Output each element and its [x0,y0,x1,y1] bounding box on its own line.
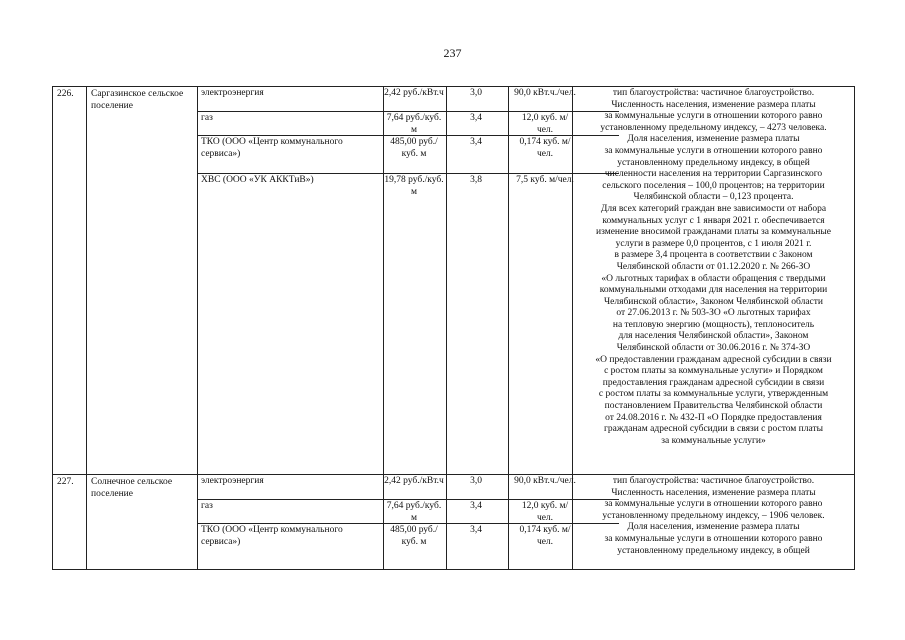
consumption-standard: 12,0 куб. м/чел. [521,501,569,523]
increase-percent: 3,4 [470,113,482,123]
note-line: установленному предельному индексу, в общей [617,545,810,556]
note-line: численности населения на территории Саргазинского [604,169,823,180]
column-divider [86,87,87,474]
note-line: коммунальными отходами для населения на территории [599,285,828,296]
increase-percent: 3,8 [470,175,482,185]
row-number: 226. [57,89,74,99]
note-line: за коммунальные услуги в отношении которого равно [604,499,823,510]
note-line: Доля населения, изменение размера платы [627,134,800,145]
service-row [198,173,619,474]
note-line: установленному предельному индексу, – 4273 человека. [600,122,827,133]
note-line: Челябинской области от 01.12.2020 г. № 266-ЗО [616,261,811,272]
note-line: от 27.06.2013 г. № 503-ЗО «О льготных тарифах [616,308,811,319]
note-line: услуги в размере 0,0 процентов, с 1 июля 2021 г. [615,238,812,249]
service-name: электроэнергия [201,88,264,98]
table-row [53,87,854,475]
note-line: для населения Челябинской области», Законом [618,331,809,342]
service-name: ТКО (ООО «Центр коммунального сервиса») [201,137,343,159]
note-line: тип благоустройства: частичное благоустройство. [612,88,815,98]
service-row [198,475,619,499]
service-name: электроэнергия [201,476,264,486]
service-name: ХВС (ООО «УК АККТиВ») [201,175,314,185]
consumption-standard: 90,0 кВт.ч./чел. [514,476,576,486]
table-row [53,475,854,569]
note-line: за коммунальные услуги в отношении которого равно [604,111,823,122]
note-line: Челябинской области», Законом Челябинской области [603,296,824,307]
tariff-table [52,86,855,570]
note-line: гражданам адресной субсидии в связи с ростом платы [603,424,824,435]
service-row [198,135,619,173]
consumption-standard: 7,5 куб. м/чел. [516,175,574,185]
settlement-name: Саргазинское сельское поселение [91,89,184,111]
page-number: 237 [443,46,462,60]
service-name: ТКО (ООО «Центр коммунального сервиса») [201,525,343,547]
note-line: предоставления гражданам адресной субсидии в связи [602,377,825,388]
tariff-value: 2,42 руб./кВт.ч [384,476,444,486]
note-line: Челябинской области от 30.06.2016 г. № 374-ЗО [616,343,811,354]
increase-percent: 3,4 [470,525,482,535]
note-line: Для всех категорий граждан вне зависимости от набора [600,203,827,214]
note-line: постановлением Правительства Челябинской области [604,401,823,412]
note-line: за коммунальные услуги в отношении которого равно [604,533,823,544]
note-line: Численность населения, изменение размера платы [611,99,816,110]
note-line: с ростом платы за коммунальные услуги, утвержденным [598,389,829,400]
consumption-standard: 0,174 куб. м/чел. [519,525,571,547]
note-line: за коммунальные услуги» [661,435,766,446]
increase-percent: 3,4 [470,501,482,511]
note-line: тип благоустройства: частичное благоустройство. [612,476,815,486]
tariff-value: 485,00 руб./куб. м [390,137,438,159]
note-line: от 24.08.2016 г. № 432-П «О Порядке предоставления [605,412,822,423]
service-row [198,87,619,111]
note-line: установленному предельному индексу, в общей [617,157,810,168]
tariff-value: 485,00 руб./куб. м [390,525,438,547]
tariff-value: 7,64 руб./куб. м [386,501,442,523]
notes-cell [573,476,854,557]
note-line: сельского поселения – 100,0 процентов; на территории [602,180,825,191]
note-line: Доля населения, изменение размера платы [627,522,800,533]
settlement-name: Солнечное сельское поселение [91,477,173,499]
service-row [198,499,619,524]
tariff-value: 7,64 руб./куб. м [386,113,442,135]
note-line: изменение вносимой гражданами платы за коммунальные [596,227,831,238]
service-name: газ [201,501,213,511]
note-line: Численность населения, изменение размера платы [611,487,816,498]
note-line: на тепловую энергию (мощность), теплоноситель [612,319,815,330]
tariff-value: 2,42 руб./кВт.ч [384,88,444,98]
consumption-standard: 0,174 куб. м/чел. [519,137,571,159]
increase-percent: 3,4 [470,137,482,147]
increase-percent: 3,0 [470,476,482,486]
tariff-value: 19,78 руб./куб. м [384,175,444,197]
row-number: 227. [57,477,74,487]
note-line: с ростом платы за коммунальные услуги» и Порядком [604,366,823,377]
note-line: в размере 3,4 процента в соответствии с Законом [614,250,813,261]
note-line: коммунальных услуг с 1 января 2021 г. обеспечивается [602,215,825,226]
note-line: «О предоставлении гражданам адресной субсидии в связи [595,354,832,365]
increase-percent: 3,0 [470,88,482,98]
consumption-standard: 12,0 куб. м/чел. [521,113,569,135]
column-divider [86,475,87,569]
service-row [198,523,619,570]
service-row [198,111,619,136]
note-line: Челябинской области – 0,123 процента. [633,192,794,203]
notes-cell [573,88,854,447]
service-name: газ [201,113,213,123]
consumption-standard: 90,0 кВт.ч./чел. [514,88,576,98]
note-line: установленному предельному индексу, – 1906 человек. [602,510,825,521]
note-line: за коммунальные услуги в отношении которого равно [604,145,823,156]
note-line: «О льготных тарифах в области обращения с твердыми [601,273,826,284]
